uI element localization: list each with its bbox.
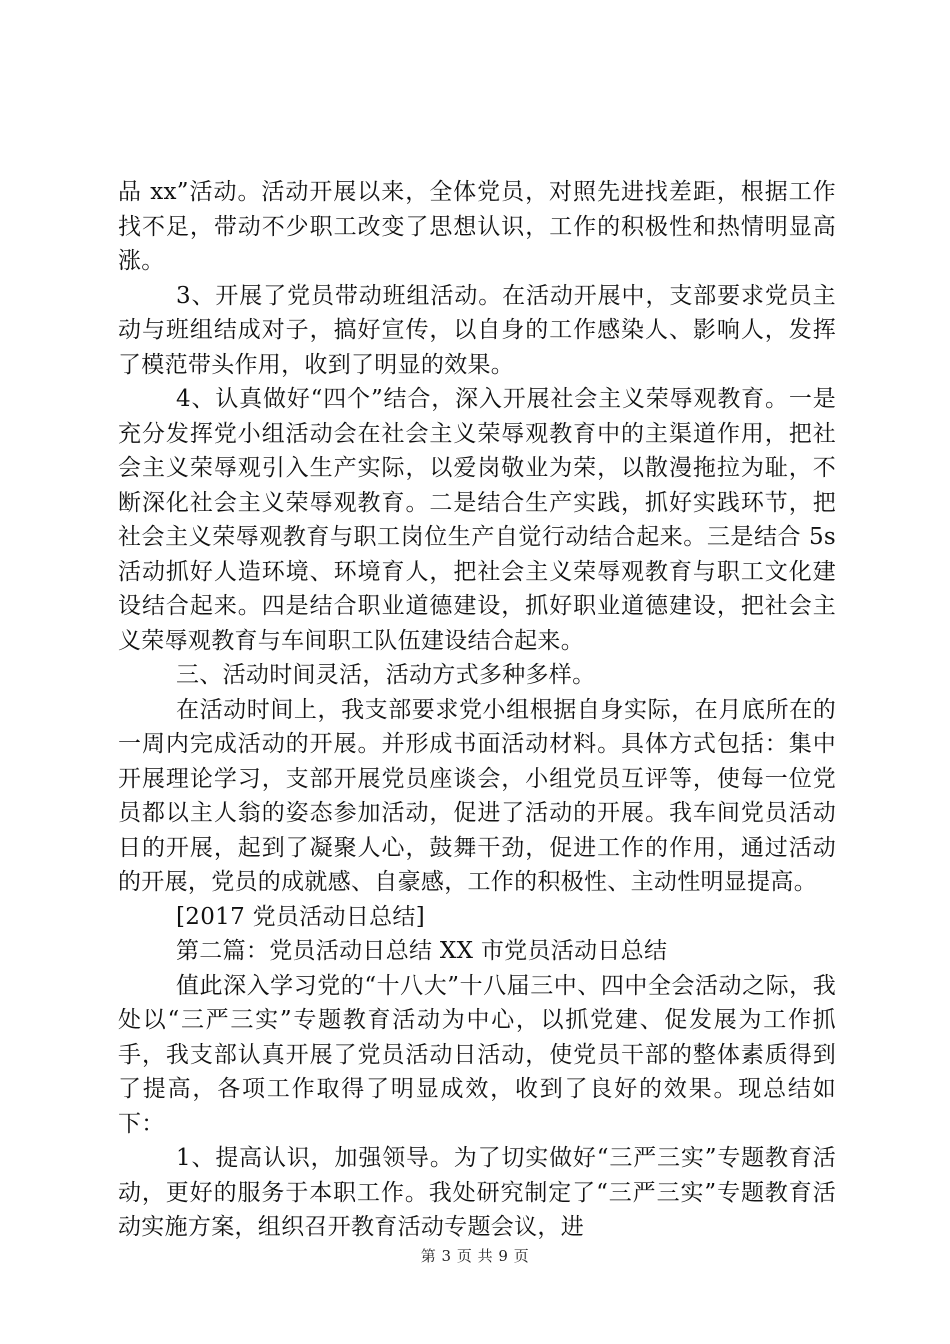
page-number-footer: 第 3 页 共 9 页 [420,1247,530,1265]
paragraph-2: 3、开展了党员带动班组活动。在活动开展中，支部要求党员主动与班组结成对子，搞好宣传，以自身的工作感染人、影响人，发挥了模范带头作用，收到了明显的效果。 [118,282,836,378]
bracket-title: [2017 党员活动日总结] [176,903,425,930]
document-body [118,175,836,1245]
paragraph-9: 1、提高认识，加强领导。为了切实做好“三严三实”专题教育活动，更好的服务于本职工作。我处研究制定了“三严三实”专题教育活动实施方案，组织召开教育活动专题会议，进 [118,1145,836,1240]
paragraph-8: 值此深入学习党的“十八大”十八届三中、四中全会活动之际，我处以“三严三实”专题教育活动为中心，以抓党建、促发展为工作抓手，我支部认真开展了党员活动日活动，使党员干部的整体素质得到了提高，各项工作取得了明显成效，收到了良好的效果。现总结如下： [118,972,836,1137]
paragraph-3: 4、认真做好“四个”结合，深入开展社会主义荣辱观教育。一是充分发挥党小组活动会在社会主义荣辱观教育中的主渠道作用，把社会主义荣辱观引入生产实际，以爱岗敬业为荣，以散漫拖拉为耻，不断深化社会主义荣辱观教育。二是结合生产实践，抓好实践环节，把社会主义荣辱观教育与职工岗位生产自觉行动结合起来。三是结合 5s 活动抓好人造环境、环境育人，把社会主义荣辱观教育与职工文化建设结合起来。四是结合职业道德建设，抓好职业道德建设，把社会主义荣辱观教育与车间职工队伍建设结合起来。 [118,386,836,654]
paragraph-5: 在活动时间上，我支部要求党小组根据自身实际，在月底所在的一周内完成活动的开展。并形成书面活动材料。具体方式包括：集中开展理论学习，支部开展党员座谈会，小组党员互评等，使每一位党员都以主人翁的姿态参加活动，促进了活动的开展。我车间党员活动日的开展，起到了凝聚人心，鼓舞干劲，促进工作的作用，通过活动的开展，党员的成就感、自豪感，工作的积极性、主动性明显提高。 [118,696,836,895]
chapter-title: 第二篇：党员活动日总结 XX 市党员活动日总结 [176,938,668,964]
section-heading-3: 三、活动时间灵活，活动方式多种多样。 [176,662,596,688]
paragraph-1: 品 xx”活动。活动开展以来，全体党员，对照先进找差距，根据工作找不足，带动不少职工改变了思想认识，工作的积极性和热情明显高涨。 [118,179,836,274]
